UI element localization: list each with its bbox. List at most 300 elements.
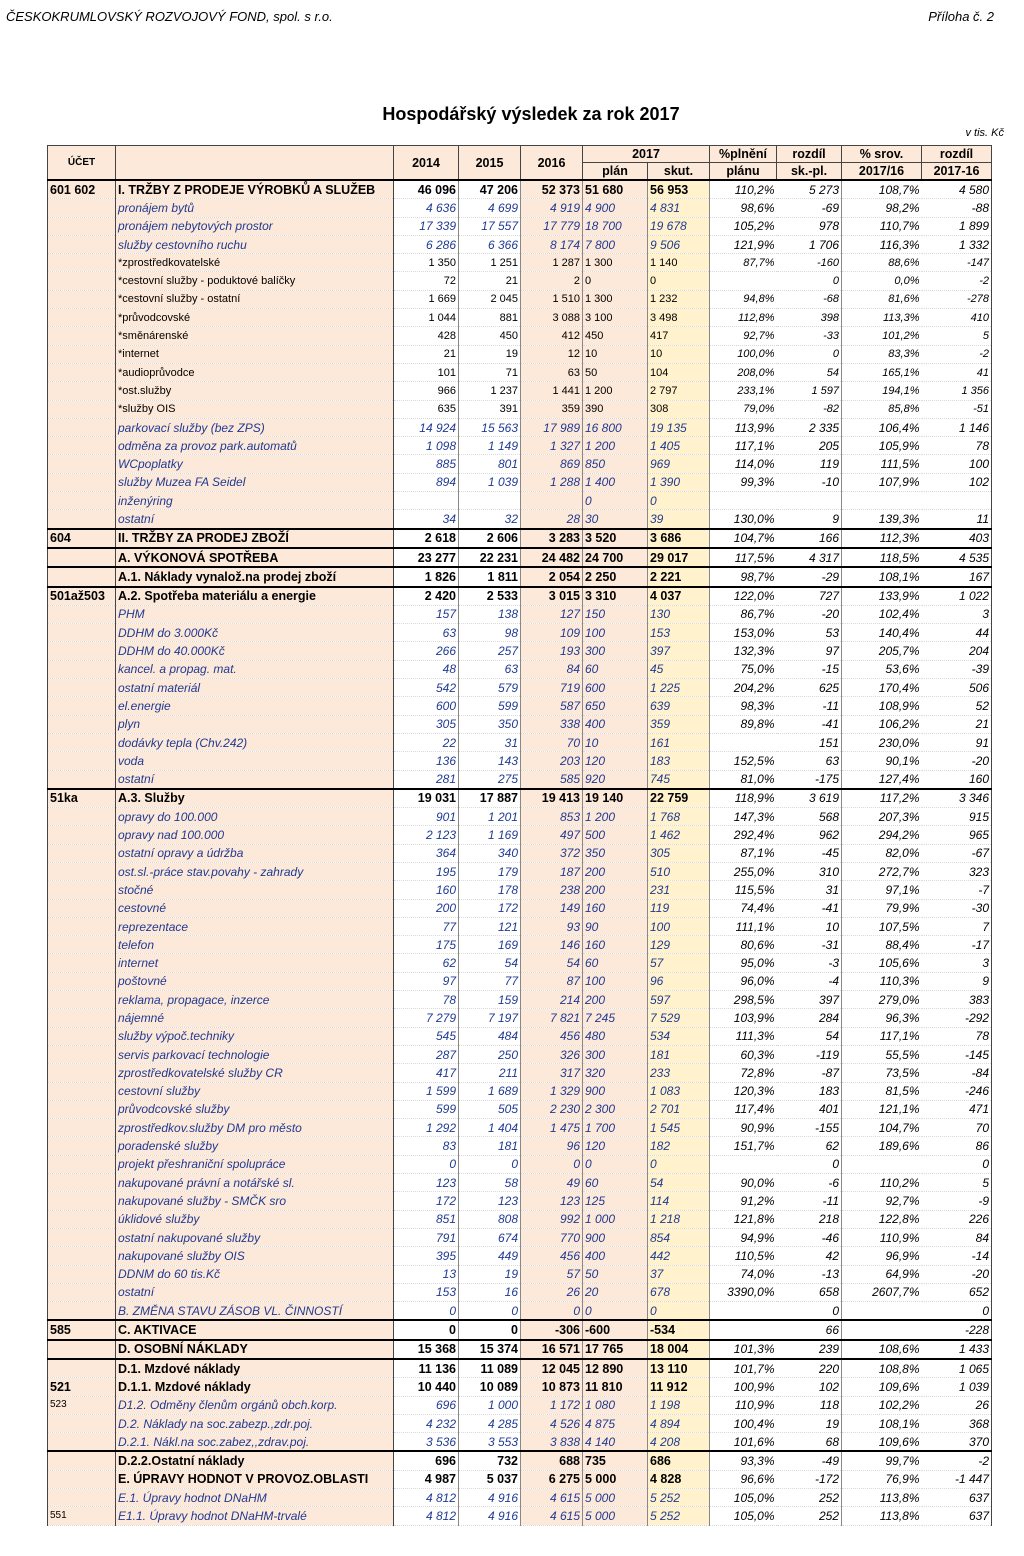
cell-n: ostatní — [116, 510, 394, 529]
cell-r1: 292,4% — [710, 826, 777, 844]
cell-n: služby výpoč.techniky — [116, 1027, 394, 1045]
cell-pl: 1 000 — [583, 1210, 648, 1228]
cell-r4: -2 — [922, 345, 992, 363]
cell-r2: 239 — [777, 1340, 842, 1359]
cell-a — [48, 473, 116, 491]
table-row — [48, 587, 992, 606]
cell-c15: 19 — [459, 345, 521, 363]
cell-r4: 506 — [922, 679, 992, 697]
cell-c15: 1 251 — [459, 254, 521, 272]
table-row — [48, 733, 992, 751]
cell-c16: 96 — [521, 1137, 583, 1155]
cell-r1: 114,0% — [710, 455, 777, 473]
cell-r2: 9 — [777, 510, 842, 529]
cell-r4: -292 — [922, 1009, 992, 1027]
cell-c16: 54 — [521, 954, 583, 972]
cell-r2: 54 — [777, 363, 842, 381]
cell-c16: 57 — [521, 1265, 583, 1283]
cell-pl: 3 100 — [583, 309, 648, 327]
cell-sk: 1 232 — [648, 290, 710, 308]
cell-sk: 1 405 — [648, 437, 710, 455]
cell-a — [48, 309, 116, 327]
cell-n: A. VÝKONOVÁ SPOTŘEBA — [116, 548, 394, 567]
cell-pl: 160 — [583, 936, 648, 954]
cell-r4: -30 — [922, 899, 992, 917]
cell-a — [48, 1137, 116, 1155]
cell-r1: 104,7% — [710, 529, 777, 548]
cell-r2: 10 — [777, 917, 842, 935]
cell-r3: 81,5% — [842, 1082, 922, 1100]
cell-r2: 66 — [777, 1320, 842, 1339]
table-row — [48, 1247, 992, 1265]
table-row — [48, 180, 992, 199]
cell-c16: 3 283 — [521, 529, 583, 548]
cell-c14: 123 — [394, 1174, 459, 1192]
cell-c15: 47 206 — [459, 180, 521, 199]
cell-r4: 100 — [922, 455, 992, 473]
cell-pl: 1 700 — [583, 1119, 648, 1137]
cell-c15: 77 — [459, 972, 521, 990]
cell-c16: 238 — [521, 881, 583, 899]
cell-c14: 0 — [394, 1155, 459, 1173]
cell-pl: 7 800 — [583, 235, 648, 253]
cell-pl: 1 200 — [583, 382, 648, 400]
page-title: Hospodářský výsledek za rok 2017 — [382, 104, 680, 124]
table-row — [48, 808, 992, 826]
cell-r1: 79,0% — [710, 400, 777, 418]
cell-r3: 88,6% — [842, 254, 922, 272]
table-row — [48, 272, 992, 290]
cell-n: internet — [116, 954, 394, 972]
cell-pl: 5 000 — [583, 1470, 648, 1488]
cell-c15: 21 — [459, 272, 521, 290]
cell-sk: 10 — [648, 345, 710, 363]
cell-a — [48, 1247, 116, 1265]
cell-r2: 63 — [777, 752, 842, 770]
table-row — [48, 991, 992, 1009]
table-row — [48, 290, 992, 308]
cell-c16: 63 — [521, 363, 583, 381]
cell-n: dodávky tepla (Chv.242) — [116, 733, 394, 751]
cell-r1: 111,1% — [710, 917, 777, 935]
table-row — [48, 1359, 992, 1378]
cell-r1: 101,6% — [710, 1433, 777, 1452]
cell-c14: 101 — [394, 363, 459, 381]
table-row — [48, 1064, 992, 1082]
table-row — [48, 1396, 992, 1414]
cell-a — [48, 418, 116, 436]
cell-sk: 181 — [648, 1045, 710, 1063]
table-row — [48, 1119, 992, 1137]
cell-sk: -534 — [648, 1320, 710, 1339]
cell-r1 — [710, 1320, 777, 1339]
cell-r3: 118,5% — [842, 548, 922, 567]
cell-c16: 359 — [521, 400, 583, 418]
cell-c15: 0 — [459, 1302, 521, 1321]
cell-c14: 599 — [394, 1100, 459, 1118]
cell-a — [48, 917, 116, 935]
table-row — [48, 1210, 992, 1228]
cell-a — [48, 624, 116, 642]
cell-r3: 0,0% — [842, 272, 922, 290]
cell-sk: 183 — [648, 752, 710, 770]
table-row — [48, 1433, 992, 1452]
cell-r4: 637 — [922, 1489, 992, 1507]
cell-r4: -2 — [922, 1451, 992, 1470]
cell-r2: -45 — [777, 844, 842, 862]
cell-r4: 204 — [922, 642, 992, 660]
cell-n: cestovní služby — [116, 1082, 394, 1100]
cell-sk: 119 — [648, 899, 710, 917]
cell-sk: 4 894 — [648, 1414, 710, 1432]
cell-c14: 851 — [394, 1210, 459, 1228]
cell-c15: 15 374 — [459, 1340, 521, 1359]
cell-sk: 0 — [648, 1302, 710, 1321]
table-row — [48, 826, 992, 844]
cell-a — [48, 697, 116, 715]
cell-r2: 0 — [777, 345, 842, 363]
cell-r3 — [842, 1320, 922, 1339]
cell-r1: 208,0% — [710, 363, 777, 381]
cell-c14: 160 — [394, 881, 459, 899]
cell-pl: 16 800 — [583, 418, 648, 436]
cell-c16: 0 — [521, 1302, 583, 1321]
cell-r3: 165,1% — [842, 363, 922, 381]
cell-a — [48, 363, 116, 381]
table-row — [48, 862, 992, 880]
table-row — [48, 567, 992, 586]
cell-r3: 113,8% — [842, 1489, 922, 1507]
cell-n: *audioprůvodce — [116, 363, 394, 381]
cell-pl: 3 310 — [583, 587, 648, 606]
cell-sk: 37 — [648, 1265, 710, 1283]
cell-pl: 5 000 — [583, 1507, 648, 1525]
cell-c15: 19 — [459, 1265, 521, 1283]
table-row — [48, 642, 992, 660]
cell-c15: 4 916 — [459, 1507, 521, 1525]
cell-r3: 110,7% — [842, 217, 922, 235]
header-srov-sub: 2017/16 — [842, 163, 922, 181]
cell-r3: 110,9% — [842, 1228, 922, 1246]
cell-c15: 1 169 — [459, 826, 521, 844]
cell-c15: 1 689 — [459, 1082, 521, 1100]
cell-c16: 1 441 — [521, 382, 583, 400]
cell-c16: 992 — [521, 1210, 583, 1228]
cell-r2: 118 — [777, 1396, 842, 1414]
cell-a — [48, 862, 116, 880]
header-rozdil-sub: sk.-pl. — [777, 163, 842, 181]
cell-c15: 275 — [459, 770, 521, 789]
cell-c15: 31 — [459, 733, 521, 751]
cell-sk: 104 — [648, 363, 710, 381]
cell-r4: 1 356 — [922, 382, 992, 400]
cell-c14: 428 — [394, 327, 459, 345]
cell-pl: 1 300 — [583, 290, 648, 308]
cell-r3: 105,6% — [842, 954, 922, 972]
cell-r2: 19 — [777, 1414, 842, 1432]
cell-r4: 86 — [922, 1137, 992, 1155]
cell-n: plyn — [116, 715, 394, 733]
cell-r4: 7 — [922, 917, 992, 935]
cell-r1 — [710, 1155, 777, 1173]
cell-n: pronájem nebytových prostor — [116, 217, 394, 235]
cell-r2: -160 — [777, 254, 842, 272]
cell-sk: 0 — [648, 1155, 710, 1173]
cell-r2: 183 — [777, 1082, 842, 1100]
header-2014: 2014 — [394, 146, 459, 181]
cell-r2: 2 335 — [777, 418, 842, 436]
cell-a — [48, 1064, 116, 1082]
cell-r3 — [842, 492, 922, 510]
cell-n: telefon — [116, 936, 394, 954]
cell-n: nakupované služby OIS — [116, 1247, 394, 1265]
cell-c16: 214 — [521, 991, 583, 1009]
cell-n: D.2. Náklady na soc.zabezp.,zdr.poj. — [116, 1414, 394, 1432]
cell-r2: 398 — [777, 309, 842, 327]
cell-r1: 96,0% — [710, 972, 777, 990]
cell-c15: 71 — [459, 363, 521, 381]
cell-sk: 45 — [648, 660, 710, 678]
cell-r2 — [777, 492, 842, 510]
cell-r3: 108,9% — [842, 697, 922, 715]
cell-c14: 195 — [394, 862, 459, 880]
cell-c16: 7 821 — [521, 1009, 583, 1027]
cell-sk: 19 678 — [648, 217, 710, 235]
cell-pl: 90 — [583, 917, 648, 935]
cell-c14: 22 — [394, 733, 459, 751]
cell-sk: 359 — [648, 715, 710, 733]
table-row — [48, 917, 992, 935]
cell-c14: 72 — [394, 272, 459, 290]
cell-a — [48, 881, 116, 899]
cell-c14: 281 — [394, 770, 459, 789]
cell-pl: 2 300 — [583, 1100, 648, 1118]
cell-r3: 92,7% — [842, 1192, 922, 1210]
cell-r4: -147 — [922, 254, 992, 272]
cell-c14: 157 — [394, 605, 459, 623]
table-row — [48, 752, 992, 770]
cell-n: úklidové služby — [116, 1210, 394, 1228]
cell-r1: 110,2% — [710, 180, 777, 199]
cell-n: parkovací služby (bez ZPS) — [116, 418, 394, 436]
cell-r2: 727 — [777, 587, 842, 606]
cell-c16: 1 510 — [521, 290, 583, 308]
cell-a — [48, 1045, 116, 1063]
cell-c15: 6 366 — [459, 235, 521, 253]
cell-r2: 31 — [777, 881, 842, 899]
cell-r3: 127,4% — [842, 770, 922, 789]
cell-c14: 417 — [394, 1064, 459, 1082]
cell-r3: 96,9% — [842, 1247, 922, 1265]
cell-n: nakupované právní a notářské sl. — [116, 1174, 394, 1192]
cell-c16: 203 — [521, 752, 583, 770]
cell-n: ostatní nakupované služby — [116, 1228, 394, 1246]
cell-c16: 4 919 — [521, 199, 583, 217]
annex-label: Příloha č. 2 — [928, 9, 994, 24]
cell-r3: 194,1% — [842, 382, 922, 400]
cell-c14: 97 — [394, 972, 459, 990]
cell-pl: 4 875 — [583, 1414, 648, 1432]
cell-r1: 110,5% — [710, 1247, 777, 1265]
cell-r3: 2607,7% — [842, 1283, 922, 1301]
table-row — [48, 679, 992, 697]
cell-r1: 96,6% — [710, 1470, 777, 1488]
cell-c14: 542 — [394, 679, 459, 697]
table-row — [48, 1228, 992, 1246]
cell-sk: 9 506 — [648, 235, 710, 253]
cell-pl: 390 — [583, 400, 648, 418]
cell-a — [48, 808, 116, 826]
cell-r2: 220 — [777, 1359, 842, 1378]
cell-a — [48, 844, 116, 862]
cell-c16: 770 — [521, 1228, 583, 1246]
cell-r2: 397 — [777, 991, 842, 1009]
cell-c16: 1 172 — [521, 1396, 583, 1414]
cell-n: služby cestovního ruchu — [116, 235, 394, 253]
cell-pl: 50 — [583, 1265, 648, 1283]
cell-sk: 56 953 — [648, 180, 710, 199]
cell-c14: 1 044 — [394, 309, 459, 327]
cell-c16: 6 275 — [521, 1470, 583, 1488]
cell-a: 501až503 — [48, 587, 116, 606]
cell-r2: -31 — [777, 936, 842, 954]
cell-r2: 0 — [777, 1155, 842, 1173]
cell-pl: 0 — [583, 272, 648, 290]
cell-n: DDNM do 60 tis.Kč — [116, 1265, 394, 1283]
cell-r4: 91 — [922, 733, 992, 751]
cell-pl: 10 — [583, 733, 648, 751]
cell-r1: 113,9% — [710, 418, 777, 436]
cell-n: ostatní opravy a údržba — [116, 844, 394, 862]
cell-r3: 107,5% — [842, 917, 922, 935]
cell-c15: 178 — [459, 881, 521, 899]
cell-a — [48, 492, 116, 510]
table-row — [48, 254, 992, 272]
cell-r2: -87 — [777, 1064, 842, 1082]
cell-pl: 1 200 — [583, 808, 648, 826]
cell-n: nakupované služby - SMČK sro — [116, 1192, 394, 1210]
cell-r2: 218 — [777, 1210, 842, 1228]
cell-n: ostatní — [116, 1283, 394, 1301]
cell-r1: 147,3% — [710, 808, 777, 826]
cell-r4: 3 — [922, 954, 992, 972]
cell-a — [48, 567, 116, 586]
cell-a: 523 — [48, 1396, 116, 1414]
cell-pl: 12 890 — [583, 1359, 648, 1378]
cell-r3 — [842, 1155, 922, 1173]
cell-c16: 109 — [521, 624, 583, 642]
cell-n: opravy do 100.000 — [116, 808, 394, 826]
cell-c15: 732 — [459, 1451, 521, 1470]
cell-a — [48, 1155, 116, 1173]
cell-c15: 172 — [459, 899, 521, 917]
table-row — [48, 345, 992, 363]
cell-r2: -46 — [777, 1228, 842, 1246]
cell-c15: 17 887 — [459, 789, 521, 808]
cell-r1: 89,8% — [710, 715, 777, 733]
cell-sk: 745 — [648, 770, 710, 789]
cell-c14: 600 — [394, 697, 459, 715]
cell-r4: 41 — [922, 363, 992, 381]
cell-r4: 1 022 — [922, 587, 992, 606]
cell-r3: 85,8% — [842, 400, 922, 418]
cell-r2: -11 — [777, 697, 842, 715]
cell-r1: 105,2% — [710, 217, 777, 235]
table-row — [48, 199, 992, 217]
cell-r4: 102 — [922, 473, 992, 491]
cell-c16: 193 — [521, 642, 583, 660]
cell-c16: 8 174 — [521, 235, 583, 253]
cell-r4: -39 — [922, 660, 992, 678]
cell-r2: -11 — [777, 1192, 842, 1210]
table-row — [48, 936, 992, 954]
cell-r1: 121,9% — [710, 235, 777, 253]
cell-sk: 686 — [648, 1451, 710, 1470]
cell-r4: 4 580 — [922, 180, 992, 199]
table-row — [48, 1451, 992, 1470]
cell-r4: 70 — [922, 1119, 992, 1137]
cell-r4: 1 146 — [922, 418, 992, 436]
cell-r3: 279,0% — [842, 991, 922, 1009]
cell-r1: 74,4% — [710, 899, 777, 917]
cell-c14: 894 — [394, 473, 459, 491]
cell-sk: 129 — [648, 936, 710, 954]
cell-pl: 200 — [583, 862, 648, 880]
cell-r4: 84 — [922, 1228, 992, 1246]
cell-pl: 120 — [583, 752, 648, 770]
cell-c14: 10 440 — [394, 1378, 459, 1396]
cell-c16: 338 — [521, 715, 583, 733]
cell-r2: -20 — [777, 605, 842, 623]
cell-r4: 652 — [922, 1283, 992, 1301]
table-row — [48, 1082, 992, 1100]
cell-r2: -175 — [777, 770, 842, 789]
cell-r1: 204,2% — [710, 679, 777, 697]
cell-r4: 9 — [922, 972, 992, 990]
cell-a — [48, 1009, 116, 1027]
cell-pl: 17 765 — [583, 1340, 648, 1359]
cell-sk: 2 221 — [648, 567, 710, 586]
cell-pl: 100 — [583, 624, 648, 642]
cell-pl: 100 — [583, 972, 648, 990]
cell-r2: 102 — [777, 1378, 842, 1396]
cell-c16 — [521, 492, 583, 510]
cell-r1: 122,0% — [710, 587, 777, 606]
cell-pl: 350 — [583, 844, 648, 862]
cell-sk: 0 — [648, 492, 710, 510]
cell-r3: 90,1% — [842, 752, 922, 770]
cell-r3: 73,5% — [842, 1064, 922, 1082]
cell-pl: 7 245 — [583, 1009, 648, 1027]
cell-n: E.1. Úpravy hodnot DNaHM — [116, 1489, 394, 1507]
cell-n: reprezentace — [116, 917, 394, 935]
cell-sk: 854 — [648, 1228, 710, 1246]
cell-n: poštovné — [116, 972, 394, 990]
cell-pl: 480 — [583, 1027, 648, 1045]
cell-c14: 0 — [394, 1320, 459, 1339]
cell-a — [48, 1489, 116, 1507]
cell-r4: 3 346 — [922, 789, 992, 808]
cell-r1: 233,1% — [710, 382, 777, 400]
cell-r1: 75,0% — [710, 660, 777, 678]
cell-r4: -67 — [922, 844, 992, 862]
cell-a — [48, 1414, 116, 1432]
cell-c16: 187 — [521, 862, 583, 880]
cell-c15: 4 916 — [459, 1489, 521, 1507]
cell-sk: 231 — [648, 881, 710, 899]
cell-a — [48, 327, 116, 345]
cell-r3: 79,9% — [842, 899, 922, 917]
